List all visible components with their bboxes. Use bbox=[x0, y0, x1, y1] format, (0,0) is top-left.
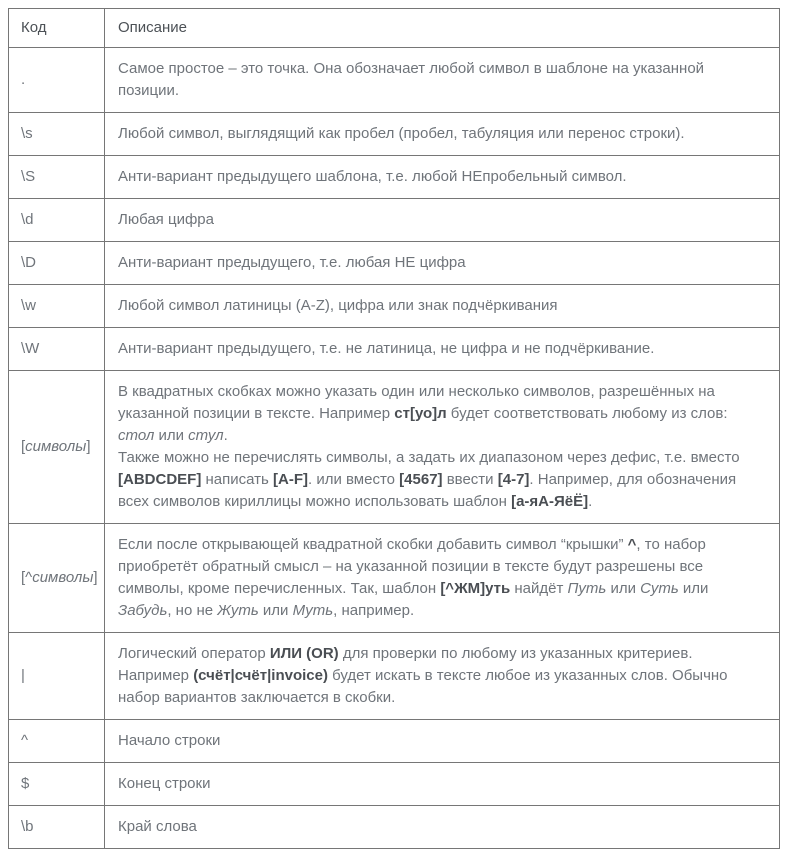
table-row bbox=[9, 524, 780, 633]
code-cell: \d bbox=[9, 199, 105, 242]
column-header-description: Описание bbox=[105, 9, 780, 48]
description-cell: Анти-вариант предыдущего шаблона, т.е. любой НЕпробельный символ. bbox=[105, 156, 780, 199]
table-row bbox=[9, 371, 780, 524]
italic-text: Муть bbox=[292, 602, 334, 619]
bold-text: (счёт|счёт|invoice) bbox=[193, 667, 328, 684]
bold-text: ^ bbox=[627, 536, 637, 553]
table-row bbox=[9, 806, 780, 849]
table-row bbox=[9, 199, 780, 242]
bold-text: [4567] bbox=[399, 471, 443, 488]
table-row bbox=[9, 763, 780, 806]
description-cell: Начало строки bbox=[105, 720, 780, 763]
code-cell: \w bbox=[9, 285, 105, 328]
italic-text: символы bbox=[25, 438, 87, 455]
code-cell: $ bbox=[9, 763, 105, 806]
description-cell: Логический оператор ИЛИ (OR) для проверки по любому из указанных критериев. Например (счёт|счёт|invoice) будет искать в тексте любое из указанных слов. Обычно набор вариантов заключается в скобки. bbox=[105, 633, 780, 720]
italic-text: символы bbox=[32, 569, 94, 586]
table-row bbox=[9, 633, 780, 720]
code-cell: . bbox=[9, 48, 105, 113]
description-cell: Самое простое – это точка. Она обозначает любой символ в шаблоне на указанной позиции. bbox=[105, 48, 780, 113]
code-cell: \D bbox=[9, 242, 105, 285]
description-cell: Анти-вариант предыдущего, т.е. любая НЕ цифра bbox=[105, 242, 780, 285]
table-row bbox=[9, 242, 780, 285]
italic-text: Забудь bbox=[118, 602, 168, 619]
italic-text: Суть bbox=[640, 580, 679, 597]
description-cell: В квадратных скобках можно указать один или несколько символов, разрешённых на указанной позиции в тексте. Например ст[уо]л будет соответствовать любому из слов: стол или стул. Также можно не перечислять символы, а задать их диапазоном через дефис, т.е. вместо [ABDCDEF] написать [A-F]. или вместо [4567] ввести [4-7]. Например, для обозначения всех символов кириллицы можно использовать шаблон [а-яА-ЯёЁ]. bbox=[105, 371, 780, 524]
italic-text: Жуть bbox=[217, 602, 259, 619]
description-cell: Любой символ, выглядящий как пробел (пробел, табуляция или перенос строки). bbox=[105, 113, 780, 156]
description-cell: Конец строки bbox=[105, 763, 780, 806]
italic-text: стул bbox=[188, 427, 224, 444]
table-row bbox=[9, 48, 780, 113]
table-row bbox=[9, 285, 780, 328]
description-cell: Если после открывающей квадратной скобки добавить символ “крышки” ^, то набор приобретёт обратный смысл – на указанной позиции в тексте будут разрешены все символы, кроме перечисленных. Так, шаблон [^ЖМ]уть найдёт Путь или Суть или Забудь, но не Жуть или Муть, например. bbox=[105, 524, 780, 633]
bold-text: [ABDCDEF] bbox=[118, 471, 202, 488]
table-row bbox=[9, 156, 780, 199]
bold-text: [а-яА-ЯёЁ] bbox=[511, 493, 589, 510]
italic-text: стол bbox=[118, 427, 155, 444]
regex-reference-table bbox=[8, 8, 780, 849]
table-row bbox=[9, 720, 780, 763]
code-cell: \s bbox=[9, 113, 105, 156]
table-header-row bbox=[9, 9, 780, 48]
description-cell: Любой символ латиницы (A-Z), цифра или знак подчёркивания bbox=[105, 285, 780, 328]
code-cell: \b bbox=[9, 806, 105, 849]
table-body bbox=[9, 48, 780, 849]
table-row bbox=[9, 113, 780, 156]
code-cell: | bbox=[9, 633, 105, 720]
bold-text: ИЛИ (OR) bbox=[269, 645, 339, 662]
description-cell: Анти-вариант предыдущего, т.е. не латиница, не цифра и не подчёркивание. bbox=[105, 328, 780, 371]
code-cell: \W bbox=[9, 328, 105, 371]
column-header-code: Код bbox=[9, 9, 105, 48]
table-row bbox=[9, 328, 780, 371]
code-cell: \S bbox=[9, 156, 105, 199]
bold-text: [A-F] bbox=[273, 471, 308, 488]
bold-text: ст[уо]л bbox=[394, 405, 447, 422]
bold-text: [4-7] bbox=[497, 471, 530, 488]
description-cell: Край слова bbox=[105, 806, 780, 849]
code-cell: [^символы] bbox=[9, 524, 105, 633]
description-cell: Любая цифра bbox=[105, 199, 780, 242]
bold-text: [^ЖМ]уть bbox=[440, 580, 511, 597]
italic-text: Путь bbox=[567, 580, 607, 597]
code-cell: [символы] bbox=[9, 371, 105, 524]
code-cell: ^ bbox=[9, 720, 105, 763]
